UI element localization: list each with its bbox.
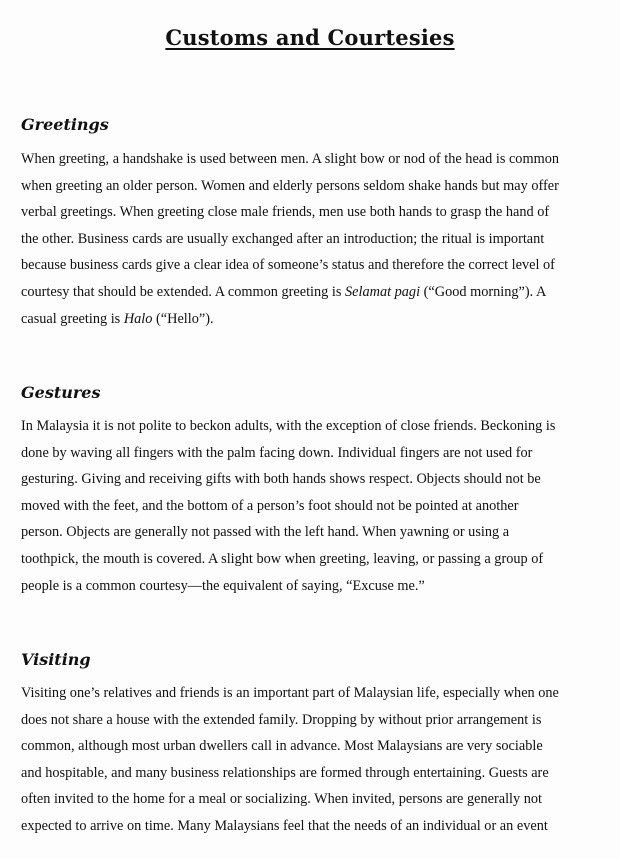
body-line: people is a common courtesy—the equivalent of saying, “Excuse me.”: [21, 577, 425, 594]
page-title: Customs and Courtesies: [165, 25, 455, 50]
body-line: [21, 306, 601, 333]
italic-term: Selamat pagi: [345, 283, 421, 300]
body-line: done by waving all fingers with the palm facing down. Individual fingers are not used for: [21, 444, 533, 461]
body-line: gesturing. Giving and receiving gifts with both hands shows respect. Objects should not be: [21, 471, 541, 488]
body-line: [21, 279, 601, 306]
body-line: When greeting, a handshake is used between men. A slight bow or nod of the head is common: [21, 151, 559, 167]
body-text: casual greeting is: [21, 310, 124, 327]
body-line: verbal greetings. When greeting close male friends, men use both hands to grasp the hand of: [21, 204, 550, 221]
body-line: when greeting an older person. Women and elderly persons seldom shake hands but may offer: [21, 177, 559, 194]
body-line: often invited to the home for a meal or socializing. When invited, persons are generally not: [21, 791, 543, 808]
body-line: and hospitable, and many business relationships are formed through entertaining. Guests are: [21, 764, 549, 781]
section-heading-greetings: Greetings: [21, 115, 109, 134]
body-line: the other. Business cards are usually exchanged after an introduction; the ritual is important: [21, 230, 545, 247]
body-line: toothpick, the mouth is covered. A slight bow when greeting, leaving, or passing a group of: [21, 550, 544, 567]
section-heading-visiting: Visiting: [21, 650, 91, 669]
body-text: courtesy that should be extended. A common greeting is: [21, 283, 345, 300]
body-line: person. Objects are generally not passed with the left hand. When yawning or using a: [21, 524, 510, 541]
section-body-greetings: [21, 146, 601, 332]
body-line: In Malaysia it is not polite to beckon adults, with the exception of close friends. Beckoning is: [21, 418, 556, 434]
section-heading-gestures: Gestures: [21, 383, 101, 402]
body-line: does not share a house with the extended family. Dropping by without prior arrangement is: [21, 711, 542, 728]
body-text: (“Good morning”). A: [420, 283, 547, 300]
body-line: common, although most urban dwellers call in advance. Most Malaysians are very sociable: [21, 738, 543, 755]
body-line: expected to arrive on time. Many Malaysians feel that the needs of an individual or an event: [21, 817, 548, 834]
italic-term: Halo: [123, 310, 153, 327]
body-text: (“Hello”).: [152, 310, 214, 327]
body-line: moved with the feet, and the bottom of a person’s foot should not be pointed at another: [21, 497, 519, 514]
body-line: Visiting one’s relatives and friends is an important part of Malaysian life, especially when one: [21, 685, 559, 701]
section-body-gestures: [21, 413, 601, 599]
section-body-visiting: [21, 680, 601, 840]
body-line: because business cards give a clear idea of someone’s status and therefore the correct level of: [21, 257, 555, 274]
